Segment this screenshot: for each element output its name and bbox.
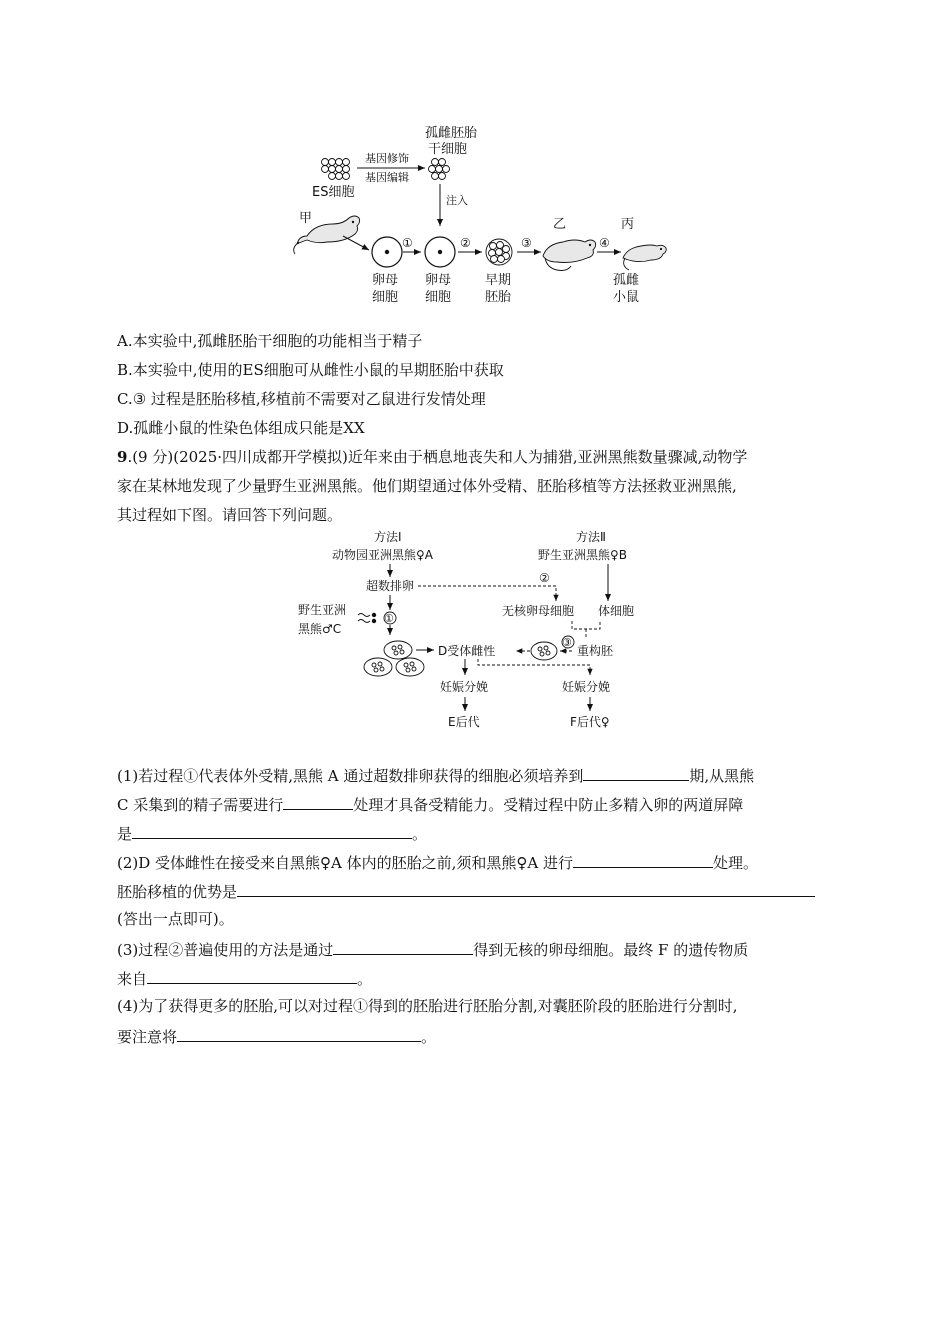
option-a: A.本实验中,孤雌胚胎干细胞的功能相当于精子 — [117, 332, 423, 350]
option-b: B.本实验中,使用的ES细胞可从雌性小鼠的早期胚胎中获取 — [117, 361, 504, 379]
sub1-line-2 — [117, 793, 837, 815]
wild-bear-c-label-1: 野生亚洲 — [298, 603, 347, 617]
inject-label: 注入 — [446, 194, 468, 207]
reconstructed-embryo — [531, 642, 557, 660]
method-2-label: 方法Ⅱ — [576, 530, 606, 544]
mouse-yi-icon — [543, 240, 596, 271]
reconstructed-embryo-label: 重构胚 — [577, 644, 614, 658]
sub2-line-1 — [117, 851, 837, 873]
oocyte-2-label-a: 卵母 — [425, 273, 452, 288]
question-9-line-2: 家在某林地发现了少量野生亚洲黑熊。他们期望通过体外受精、胚胎移植等方法拯救亚洲黑熊, — [117, 477, 737, 495]
zoo-bear-label: 动物园亚洲黑熊♀A — [332, 548, 433, 562]
sub1-text-d: 处理才具备受精能力。受精过程中防止多精入卵的两道屏障 — [353, 796, 744, 814]
step-1-label: ① — [384, 612, 394, 625]
es-cell-label: ES细胞 — [312, 185, 355, 200]
offspring-e-label: E后代 — [448, 715, 480, 729]
answer-blank-4[interactable] — [573, 851, 713, 868]
sub3-text-a: (3)过程②普遍使用的方法是通过 — [117, 941, 334, 959]
sub4-line-1: (4)为了获得更多的胚胎,可以对过程①得到的胚胎进行胚胎分割,对囊胚阶段的胚胎进行分割时, — [117, 997, 738, 1015]
figure-mouse-experiment — [285, 118, 685, 313]
wild-bear-b-label: 野生亚洲黑熊♀B — [538, 548, 628, 562]
method-1-label: 方法Ⅰ — [374, 530, 402, 544]
sub3-text-b: 得到无核的卵母细胞。最终 F 的遗传物质 — [473, 941, 749, 959]
question-9-intro-1: .(9 分)(2025·四川成都开学模拟)近年来由于栖息地丧失和人为捕猎,亚洲黑熊数量骤减,动物学 — [127, 448, 748, 466]
sub2-text-c: 胚胎移植的优势是 — [117, 883, 238, 901]
wild-bear-c-label-2: 黑熊♂C — [298, 622, 342, 636]
stem-cell-cluster — [429, 159, 450, 180]
step-1-label: ① — [402, 236, 413, 250]
sub3-text-c: 来自 — [117, 970, 148, 988]
oocyte-1-label-a: 卵母 — [372, 273, 399, 288]
oocyte-1-label-b: 细胞 — [372, 290, 399, 305]
sub3-line-2 — [117, 967, 837, 989]
answer-blank-7[interactable] — [147, 967, 357, 984]
question-9-number: 9 — [117, 448, 128, 466]
sperm-icon — [358, 613, 376, 623]
sub1-text-c: C 采集到的精子需要进行 — [117, 796, 284, 814]
es-cell-cluster — [322, 159, 350, 180]
mouse-result-label-a: 孤雌 — [613, 273, 640, 288]
pregnancy-right-label: 妊娠分娩 — [562, 680, 611, 694]
embryo-label-b: 胚胎 — [485, 290, 512, 305]
sub4-text-c: 。 — [421, 1028, 437, 1046]
mouse-jia-label: 甲 — [299, 211, 313, 226]
option-c: C.③ 过程是胚胎移植,移植前不需要对乙鼠进行发情处理 — [117, 390, 486, 408]
mouse-bing-label: 丙 — [621, 217, 635, 232]
step-3-label: ③ — [562, 636, 572, 649]
sub1-text-a: (1)若过程①代表体外受精,黑熊 A 通过超数排卵获得的细胞必须培养到 — [117, 767, 584, 785]
figure-bear-process — [290, 525, 670, 740]
answer-blank-6[interactable] — [333, 938, 473, 955]
enucleated-oocyte-label: 无核卵母细胞 — [502, 604, 575, 618]
step-2-label: ② — [539, 571, 550, 585]
sub3-text-d: 。 — [357, 970, 373, 988]
recipient-d-label: D受体雌性 — [438, 644, 496, 658]
sub2-text-b: 处理。 — [712, 854, 758, 872]
answer-blank-8[interactable] — [177, 1025, 421, 1042]
embryo-group-1 — [364, 641, 424, 676]
merge-dashed — [572, 621, 600, 639]
sub2-line-2 — [117, 880, 837, 902]
step-2-label: ② — [460, 236, 471, 250]
mouse-bing-icon — [623, 245, 666, 270]
sub1-text-b: 期,从黑熊 — [689, 767, 755, 785]
option-d: D.孤雌小鼠的性染色体组成只能是XX — [117, 419, 365, 437]
sub4-text-b: 要注意将 — [117, 1028, 178, 1046]
somatic-cell-label: 体细胞 — [598, 604, 635, 618]
sub2-text-a: (2)D 受体雌性在接受来自黑熊♀A 体内的胚胎之前,须和黑熊♀A 进行 — [117, 854, 573, 872]
sub1-text-e: 是 — [117, 825, 133, 843]
sub1-line-3 — [117, 822, 837, 844]
oocyte-2 — [425, 237, 455, 267]
sub2-line-3: (答出一点即可)。 — [117, 910, 234, 928]
question-9-line-3: 其过程如下图。请回答下列问题。 — [117, 506, 343, 524]
answer-blank-3[interactable] — [132, 822, 412, 839]
arrow-label-edit: 基因编辑 — [365, 171, 409, 184]
superovulation-label: 超数排卵 — [366, 579, 415, 593]
sub4-line-2 — [117, 1025, 837, 1047]
oocyte-1 — [372, 237, 402, 267]
recipient-to-right-pregnancy-dashed — [478, 659, 590, 675]
step-3-label: ③ — [521, 236, 532, 250]
superovulation-to-enucleated-dashed — [418, 586, 556, 601]
sub1-line-1 — [117, 764, 837, 786]
sub1-text-f: 。 — [412, 825, 428, 843]
sub3-line-1 — [117, 938, 837, 960]
fig1-top-label-1: 孤雌胚胎 — [425, 126, 478, 141]
mouse-yi-label: 乙 — [553, 217, 567, 232]
jia-to-oocyte-arrow — [343, 236, 369, 250]
step-4-label: ④ — [599, 236, 610, 250]
offspring-f-label: F后代♀ — [570, 715, 610, 729]
arrow-label-modify: 基因修饰 — [365, 152, 409, 165]
mouse-result-label-b: 小鼠 — [613, 290, 640, 305]
fig1-top-label-2: 干细胞 — [428, 142, 468, 157]
pregnancy-left-label: 妊娠分娩 — [440, 680, 489, 694]
answer-blank-2[interactable] — [283, 793, 353, 810]
question-9-line-1 — [117, 447, 837, 467]
oocyte-2-label-b: 细胞 — [425, 290, 452, 305]
answer-blank-5[interactable] — [237, 880, 815, 897]
answer-blank-1[interactable] — [583, 764, 689, 781]
embryo-label-a: 早期 — [485, 273, 512, 288]
early-embryo — [486, 239, 512, 265]
